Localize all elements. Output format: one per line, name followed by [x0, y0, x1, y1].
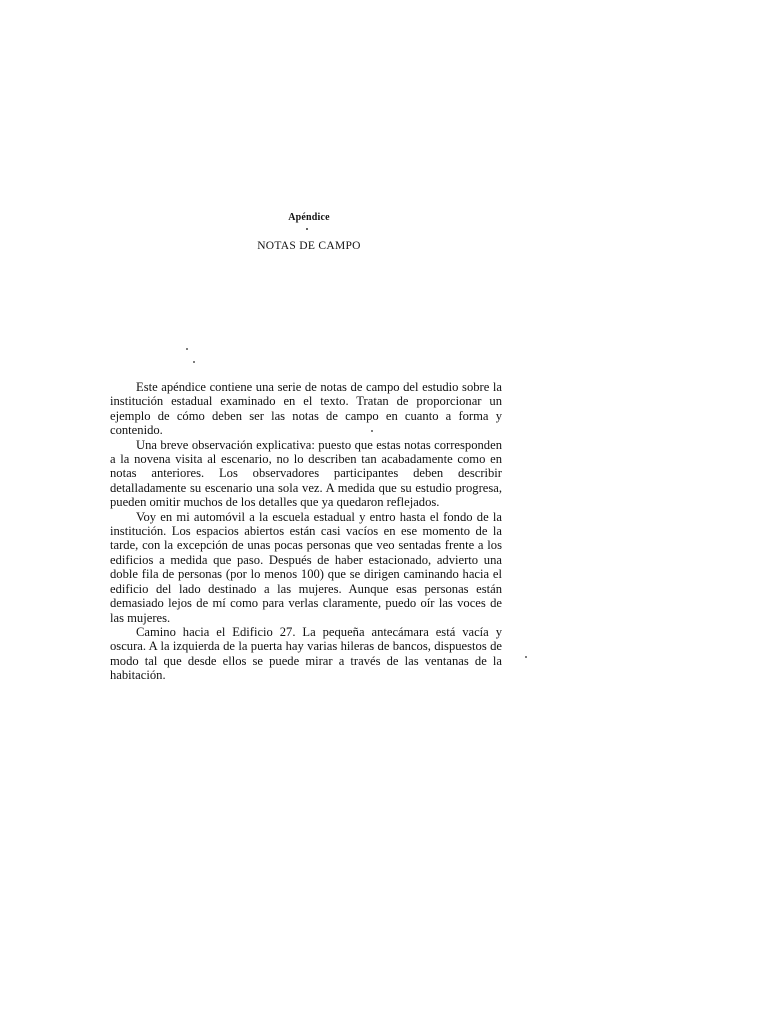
section-title: NOTAS DE CAMPO: [257, 240, 361, 252]
paragraph-4: Camino hacia el Edificio 27. La pequeña antecámara está vacía y oscura. A la izquierda de la puerta hay varias hileras de bancos, dispuestos de modo tal que desde ellos se puede mirar a través de las ventanas de la habitación.: [110, 624, 502, 683]
paragraph-3: Voy en mi automóvil a la escuela estadual y entro hasta el fondo de la institución. Los espacios abiertos están casi vacíos en ese momento de la tarde, con la excepción de unas pocas personas que veo sentadas frente a los edificios a medida que paso. Después de haber estacionado, advierto una doble fila de personas (por lo menos 100) que se dirigen caminando hacia el edificio del lado destinado a las mujeres. Aunque esas personas están demasiado lejos de mí como para verlas claramente, puedo oír las voces de las mujeres.: [110, 509, 502, 625]
paragraph-1: Este apéndice contiene una serie de notas de campo del estudio sobre la institución estadual examinado en el texto. Tratan de proporcionar un ejemplo de cómo deben ser las notas de campo en cuanto a forma y contenido.: [110, 380, 502, 438]
scan-speck: [193, 361, 195, 363]
decorative-dot: [306, 228, 308, 230]
appendix-label: Apéndice: [288, 212, 330, 223]
scan-speck: [186, 348, 188, 350]
scan-speck: [371, 430, 373, 432]
paragraph-2: Una breve observación explicativa: puesto que estas notas corresponden a la novena visita al escenario, no lo describen tan acabadamente como en notas anteriores. Los observadores participantes deben describir detalladamente su escenario una sola vez. A medida que su estudio progresa, pueden omitir muchos de los detalles que ya quedaron reflejados.: [110, 437, 502, 510]
scan-speck: [525, 656, 527, 658]
body-text: [110, 380, 502, 683]
